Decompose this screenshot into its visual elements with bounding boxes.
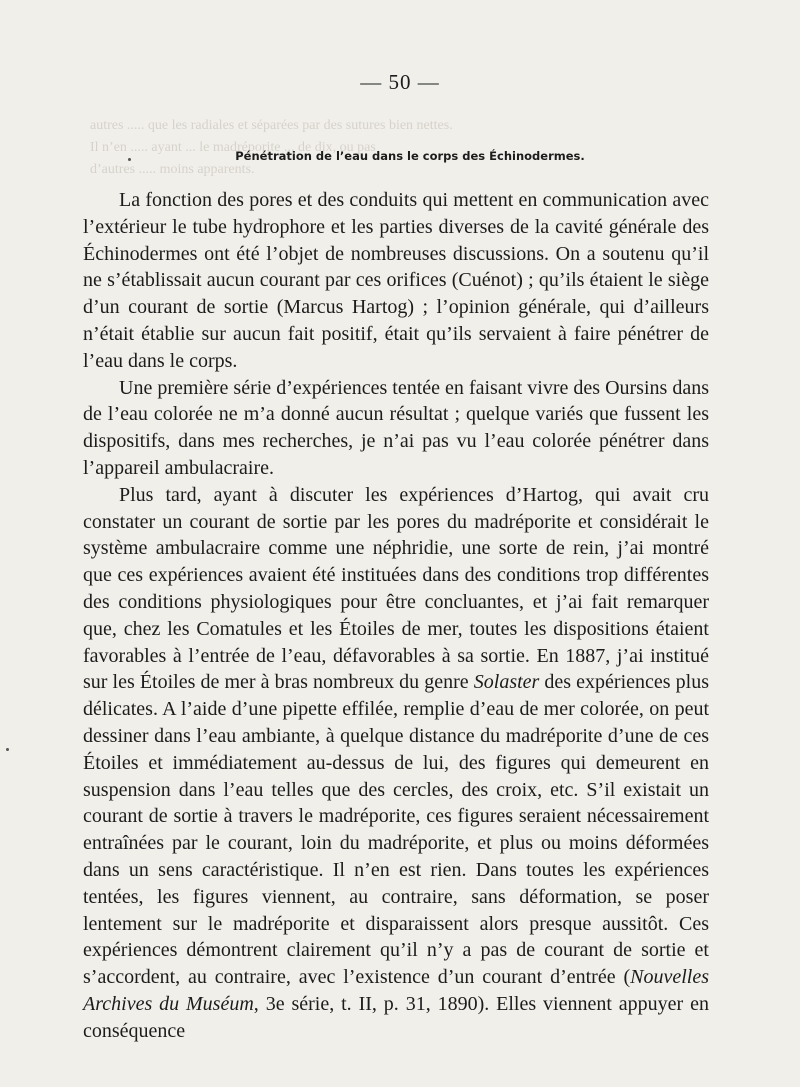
genus-name: Solaster: [473, 671, 540, 694]
bleed-through-text: Il n’en ..... ayant ... le madréporite ... de dix, ou pas: [90, 140, 376, 155]
body-text: [83, 187, 709, 1045]
bleed-through-text: autres ..... que les radiales et séparées par des sutures bien nettes.: [90, 118, 453, 133]
section-title: Pénétration de l’eau dans le corps des Échinodermes.: [235, 149, 585, 163]
journal-title: Nouvelles Archives du Muséum: [83, 966, 709, 1015]
margin-dot: [6, 748, 9, 751]
page-number: — 50 —: [360, 70, 440, 94]
paragraph-text: , 3e série, t. II, p. 31, 1890). Elles viennent appuyer en conséquence: [83, 992, 709, 1042]
paragraph: La fonction des pores et des conduits qui mettent en communication avec l’extérieur le tube hydrophore et les parties diverses de la cavité générale des Échinodermes ont été l’objet de nombreuses discussions. On a soutenu qu’il ne s’établissait aucun courant par ces orifices (Cuénot) ; qu’ils étaient le siège d’un courant de sortie (Marcus Hartog) ; l’opinion générale, qui d’ailleurs n’était établie sur aucun fait positif, était qu’ils servaient à faire pénétrer de l’eau dans le corps.: [83, 189, 709, 372]
bleed-through-text: d’autres ..... moins apparents.: [90, 162, 255, 177]
margin-dot: [128, 158, 131, 161]
paragraph-text: des expériences plus délicates. A l’aide d’une pipette effilée, remplie d’eau de mer colorée, on peut dessiner dans l’eau ambiante, à quelque distance du madréporite d’une de ces Étoiles et immédiatement au-dessus de lui, des figures qui demeurent en suspension dans l’eau telles que des cercles, des croix, etc. S’il existait un courant de sortie à travers le madréporite, ces figures seraient nécessairement entraînées par le courant, loin du madréporite, et plus ou moins déformées dans un sens caractéristique. Il n’en est rien. Dans toutes les expériences tentées, les figures viennent, au contraire, sans déformation, se poser lentement sur le madréporite et disparaissent alors presque aussitôt. Ces expériences démontrent clairement qu’il n’y a pas de courant de sortie et s’accordent, au contraire, avec l’existence d’un courant d’entrée (: [83, 671, 709, 989]
paragraph: [83, 482, 709, 1045]
paragraph-text: Plus tard, ayant à discuter les expériences d’Hartog, qui avait cru constater un courant de sortie par les pores du madréporite et considérait le système ambulacraire comme une néphridie, une sorte de rein, j’ai montré que ces expériences avaient été instituées dans des conditions trop différentes des conditions physiologiques pour être concluantes, et j’ai fait remarquer que, chez les Comatules et les Étoiles de mer, toutes les dispositions étaient favorables à l’entrée de l’eau, défavorables à sa sortie. En 1887, j’ai institué sur les Étoiles de mer à bras nombreux du genre: [83, 483, 709, 694]
paragraph: Une première série d’expériences tentée en faisant vivre des Oursins dans de l’eau colorée ne m’a donné aucun résultat ; quelque variés que fussent les dispositifs, dans mes recherches, je n’ai pas vu l’eau colorée pénétrer dans l’appareil ambulacraire.: [83, 376, 709, 479]
